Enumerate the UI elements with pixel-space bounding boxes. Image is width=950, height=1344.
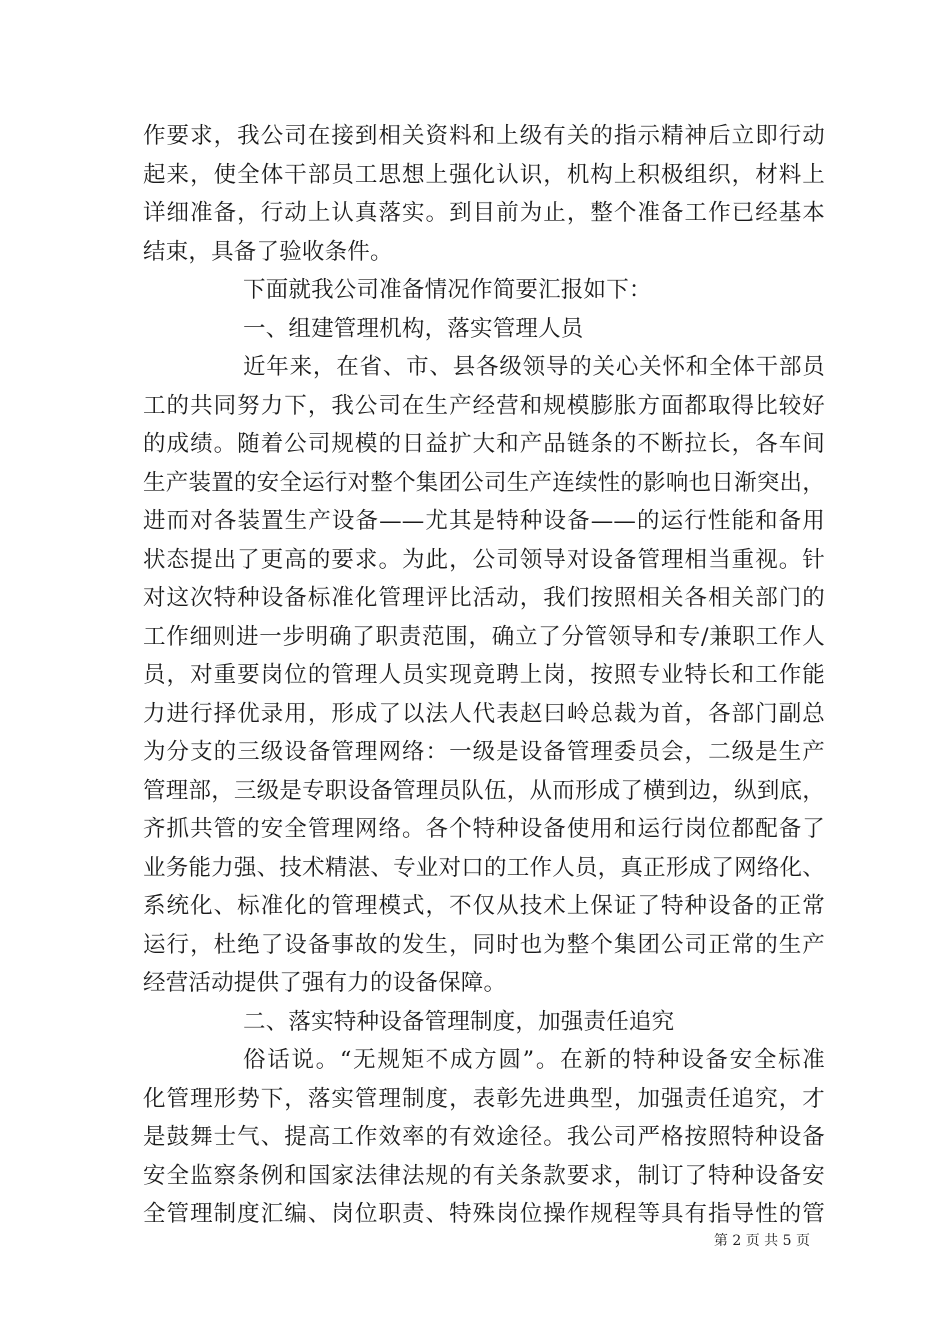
intro-line: 下面就我公司准备情况作简要汇报如下： — [243, 277, 652, 303]
body-text-line: 全管理制度汇编、岗位职责、特殊岗位操作规程等具有指导性的管 — [143, 1201, 825, 1227]
body-text-line: 为分支的三级设备管理网络：一级是设备管理委员会，二级是生产 — [143, 739, 825, 765]
body-text-line: 员，对重要岗位的管理人员实现竟聘上岗，按照专业特长和工作能 — [143, 662, 825, 688]
body-text-line: 是鼓舞士气、提高工作效率的有效途径。我公司严格按照特种设备 — [143, 1124, 825, 1150]
body-text-line: 力进行择优录用，形成了以法人代表赵曰岭总裁为首，各部门副总 — [143, 701, 825, 727]
page-number-footer: 第 2 页 共 5 页 — [713, 1233, 810, 1249]
body-text-line: 的成绩。随着公司规模的日益扩大和产品链条的不断拉长，各车间 — [143, 431, 825, 457]
body-text-line: 业务能力强、技术精湛、专业对口的工作人员，真正形成了网络化、 — [143, 855, 825, 881]
body-text-line: 近年来，在省、市、县各级领导的关心关怀和全体干部员 — [243, 354, 825, 380]
body-text-line: 工作细则进一步明确了职责范围，确立了分管领导和专/兼职工作人 — [143, 624, 825, 650]
body-text-line: 俗话说。“无规矩不成方圆”。在新的特种设备安全标准 — [243, 1047, 825, 1073]
body-text-line: 安全监察条例和国家法律法规的有关条款要求，制订了特种设备安 — [143, 1163, 825, 1189]
body-text-line: 对这次特种设备标准化管理评比活动，我们按照相关各相关部门的 — [143, 585, 825, 611]
body-text-line: 进而对各装置生产设备——尤其是特种设备——的运行性能和备用 — [143, 508, 825, 534]
body-text-line: 详细准备，行动上认真落实。到目前为止，整个准备工作已经基本 — [143, 200, 825, 226]
body-text-line: 化管理形势下，落实管理制度，表彰先进典型，加强责任追究，才 — [143, 1086, 825, 1112]
body-text-line: 管理部，三级是专职设备管理员队伍，从而形成了横到边，纵到底， — [143, 778, 825, 804]
body-text-line: 运行，杜绝了设备事故的发生，同时也为整个集团公司正常的生产 — [143, 932, 825, 958]
body-text-line: 经营活动提供了强有力的设备保障。 — [143, 970, 507, 996]
body-text-line: 起来，使全体干部员工思想上强化认识，机构上积极组织，材料上 — [143, 162, 825, 188]
section-heading-1: 一、组建管理机构，落实管理人员 — [243, 316, 584, 342]
body-text-line: 工的共同努力下，我公司在生产经营和规模膨胀方面都取得比较好 — [143, 393, 825, 419]
body-text-line: 齐抓共管的安全管理网络。各个特种设备使用和运行岗位都配备了 — [143, 816, 825, 842]
body-text-line: 作要求，我公司在接到相关资料和上级有关的指示精神后立即行动 — [143, 123, 825, 149]
section-heading-2: 二、落实特种设备管理制度，加强责任追究 — [243, 1009, 675, 1035]
body-text-line: 状态提出了更高的要求。为此，公司领导对设备管理相当重视。针 — [143, 547, 825, 573]
body-text-line: 生产装置的安全运行对整个集团公司生产连续性的影响也日渐突出， — [143, 470, 825, 496]
body-text-line: 结束，具备了验收条件。 — [143, 239, 393, 265]
body-text-line: 系统化、标准化的管理模式，不仅从技术上保证了特种设备的正常 — [143, 893, 825, 919]
